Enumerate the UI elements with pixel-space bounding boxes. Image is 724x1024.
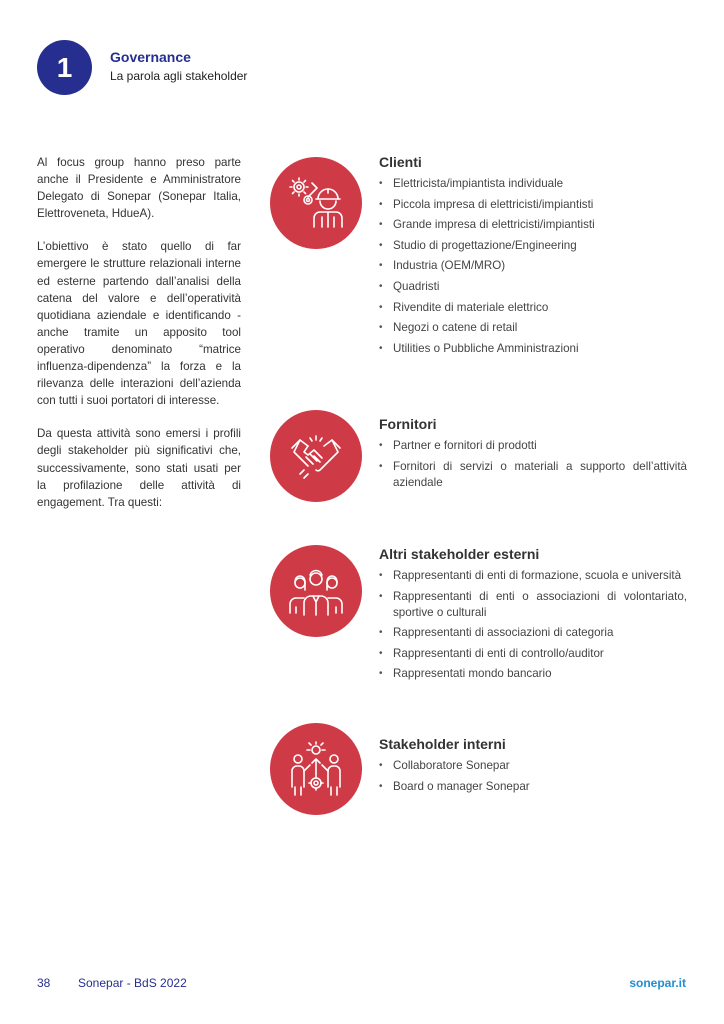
- list-item: • Studio di progettazione/Engineering: [379, 238, 687, 254]
- list-item: • Piccola impresa di elettricisti/impiantisti: [379, 197, 687, 213]
- section-title: Altri stakeholder esterni: [379, 546, 540, 562]
- team-collaboration-icon: [270, 723, 362, 815]
- chapter-title: Governance: [110, 49, 191, 65]
- list-item: • Collaboratore Sonepar: [379, 758, 687, 774]
- group-people-icon: [270, 545, 362, 637]
- list-item: • Negozi o catene di retail: [379, 320, 687, 336]
- list-item: • Quadristi: [379, 279, 687, 295]
- section-list: [379, 758, 687, 795]
- list-item: • Rivendite di materiale elettrico: [379, 300, 687, 316]
- list-item: • Fornitori di servizi o materiali a supporto dell’attività aziendale: [379, 459, 687, 491]
- list-item: • Elettricista/impiantista individuale: [379, 176, 687, 192]
- section-title: Clienti: [379, 154, 422, 170]
- section-title: Fornitori: [379, 416, 437, 432]
- website-link[interactable]: sonepar.it: [629, 976, 686, 990]
- intro-paragraph: L’obiettivo è stato quello di far emergere le strutture relazionali interne ed esterne partendo dall’analisi della catena del valore e dell’operatività quotidiana aziendale e identificando - anche tramite un apposito tool operativo denominato “matrice influenza-dipendenza” la forza e la rilevanza delle interazioni dell’azienda con tutti i suoi portatori di interesse.: [37, 240, 241, 408]
- engineer-gears-icon: [270, 157, 362, 249]
- intro-paragraph: Da questa attività sono emersi i profili degli stakeholder più significativi che, successivamente, sono stati usati per la profilazione delle attività di engagement. Tra questi:: [37, 427, 241, 509]
- section-clienti: [379, 154, 687, 361]
- intro-text: [37, 154, 241, 527]
- list-item: • Industria (OEM/MRO): [379, 258, 687, 274]
- document-name: Sonepar - BdS 2022: [78, 976, 187, 990]
- section-list: [379, 176, 687, 357]
- list-item: • Grande impresa di elettricisti/impiantisti: [379, 217, 687, 233]
- chapter-subtitle: La parola agli stakeholder: [110, 69, 248, 83]
- chapter-number: 1: [56, 51, 73, 83]
- intro-paragraph: Al focus group hanno preso parte anche il Presidente e Amministratore Delegato di Sonepar (Sonepar Italia, Elettroveneta, HdueA).: [37, 156, 241, 221]
- list-item: • Rappresentanti di enti di controllo/auditor: [379, 646, 687, 662]
- list-item: • Partner e fornitori di prodotti: [379, 438, 687, 454]
- section-list: [379, 568, 687, 682]
- section-altri-stakeholder: [379, 546, 687, 687]
- section-title: Stakeholder interni: [379, 736, 506, 752]
- list-item: • Board o manager Sonepar: [379, 779, 687, 795]
- list-item: • Utilities o Pubbliche Amministrazioni: [379, 341, 687, 357]
- list-item: • Rappresentanti di associazioni di categoria: [379, 625, 687, 641]
- list-item: • Rappresentati mondo bancario: [379, 666, 687, 682]
- chapter-badge: [37, 40, 92, 95]
- section-list: [379, 438, 687, 491]
- page-number: 38: [37, 976, 51, 990]
- list-item: • Rappresentanti di enti di formazione, scuola e università: [379, 568, 687, 584]
- section-fornitori: [379, 416, 687, 495]
- list-item: • Rappresentanti di enti o associazioni di volontariato, sportive o culturali: [379, 589, 687, 621]
- handshake-icon: [270, 410, 362, 502]
- section-stakeholder-interni: [379, 736, 687, 799]
